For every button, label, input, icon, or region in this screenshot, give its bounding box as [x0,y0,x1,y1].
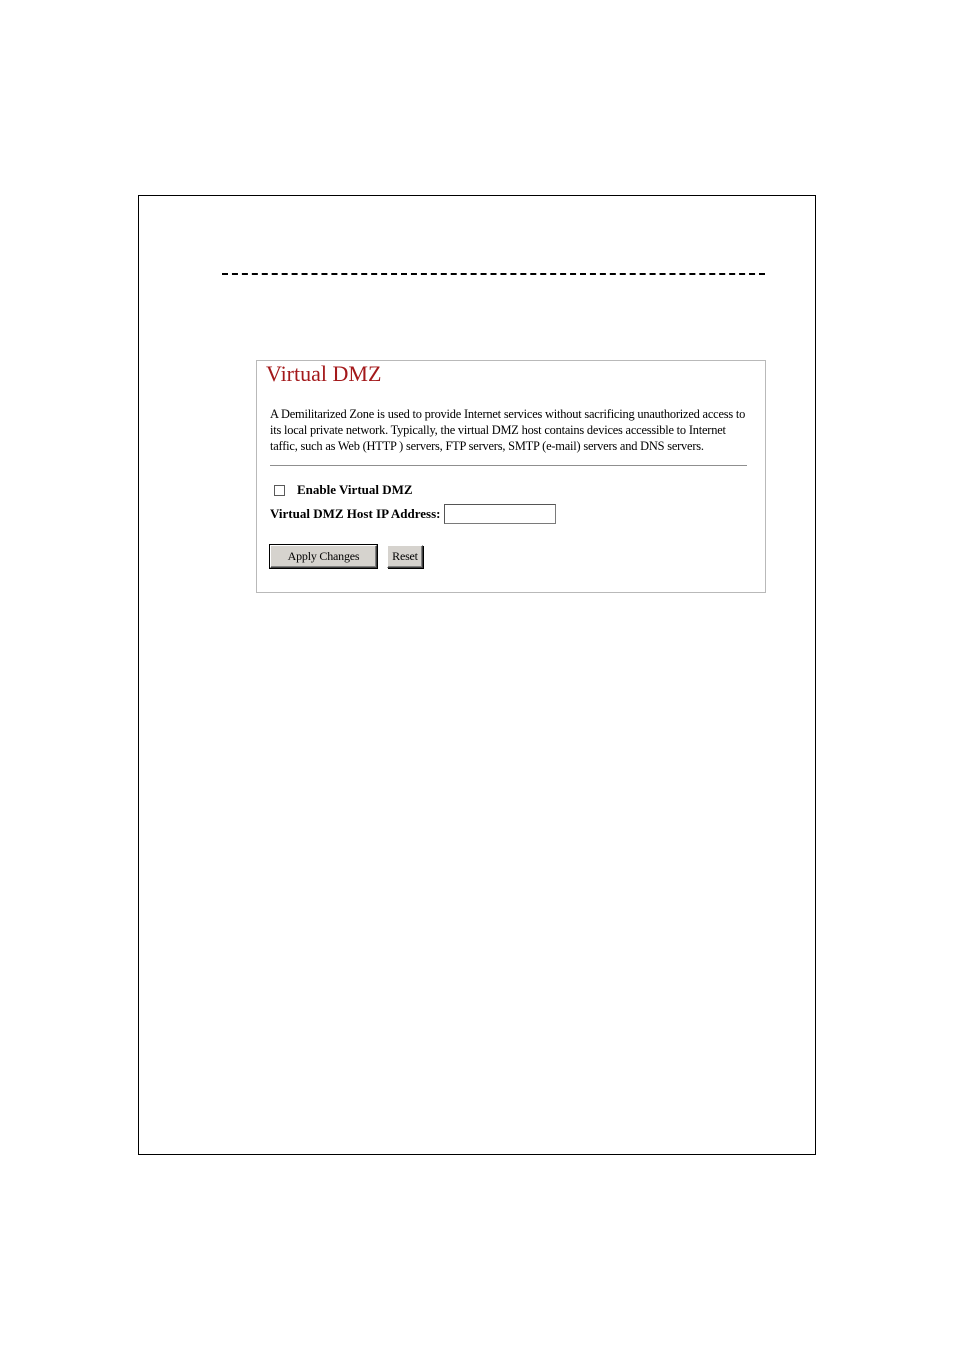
virtual-dmz-panel [256,360,766,593]
enable-virtual-dmz-row [274,482,413,498]
page-frame [138,195,816,1155]
panel-description: A Demilitarized Zone is used to provide Internet services without sacrificing unauthorized access to its local private network. Typically, the virtual DMZ host contains devices accessible to Internet taffic, such as Web (HTTP ) servers, FTP servers, SMTP (e-mail) servers and DNS servers. [270,407,746,453]
apply-changes-button[interactable]: Apply Changes [270,545,377,568]
host-ip-label: Virtual DMZ Host IP Address: [270,506,441,521]
enable-virtual-dmz-checkbox[interactable] [274,485,285,496]
panel-title: Virtual DMZ [266,361,382,386]
reset-button[interactable]: Reset [387,545,423,568]
panel-divider [270,465,747,466]
enable-virtual-dmz-label: Enable Virtual DMZ [297,482,413,497]
host-ip-input[interactable] [444,504,556,524]
header-dashed-rule [222,273,765,275]
host-ip-row [270,504,556,524]
